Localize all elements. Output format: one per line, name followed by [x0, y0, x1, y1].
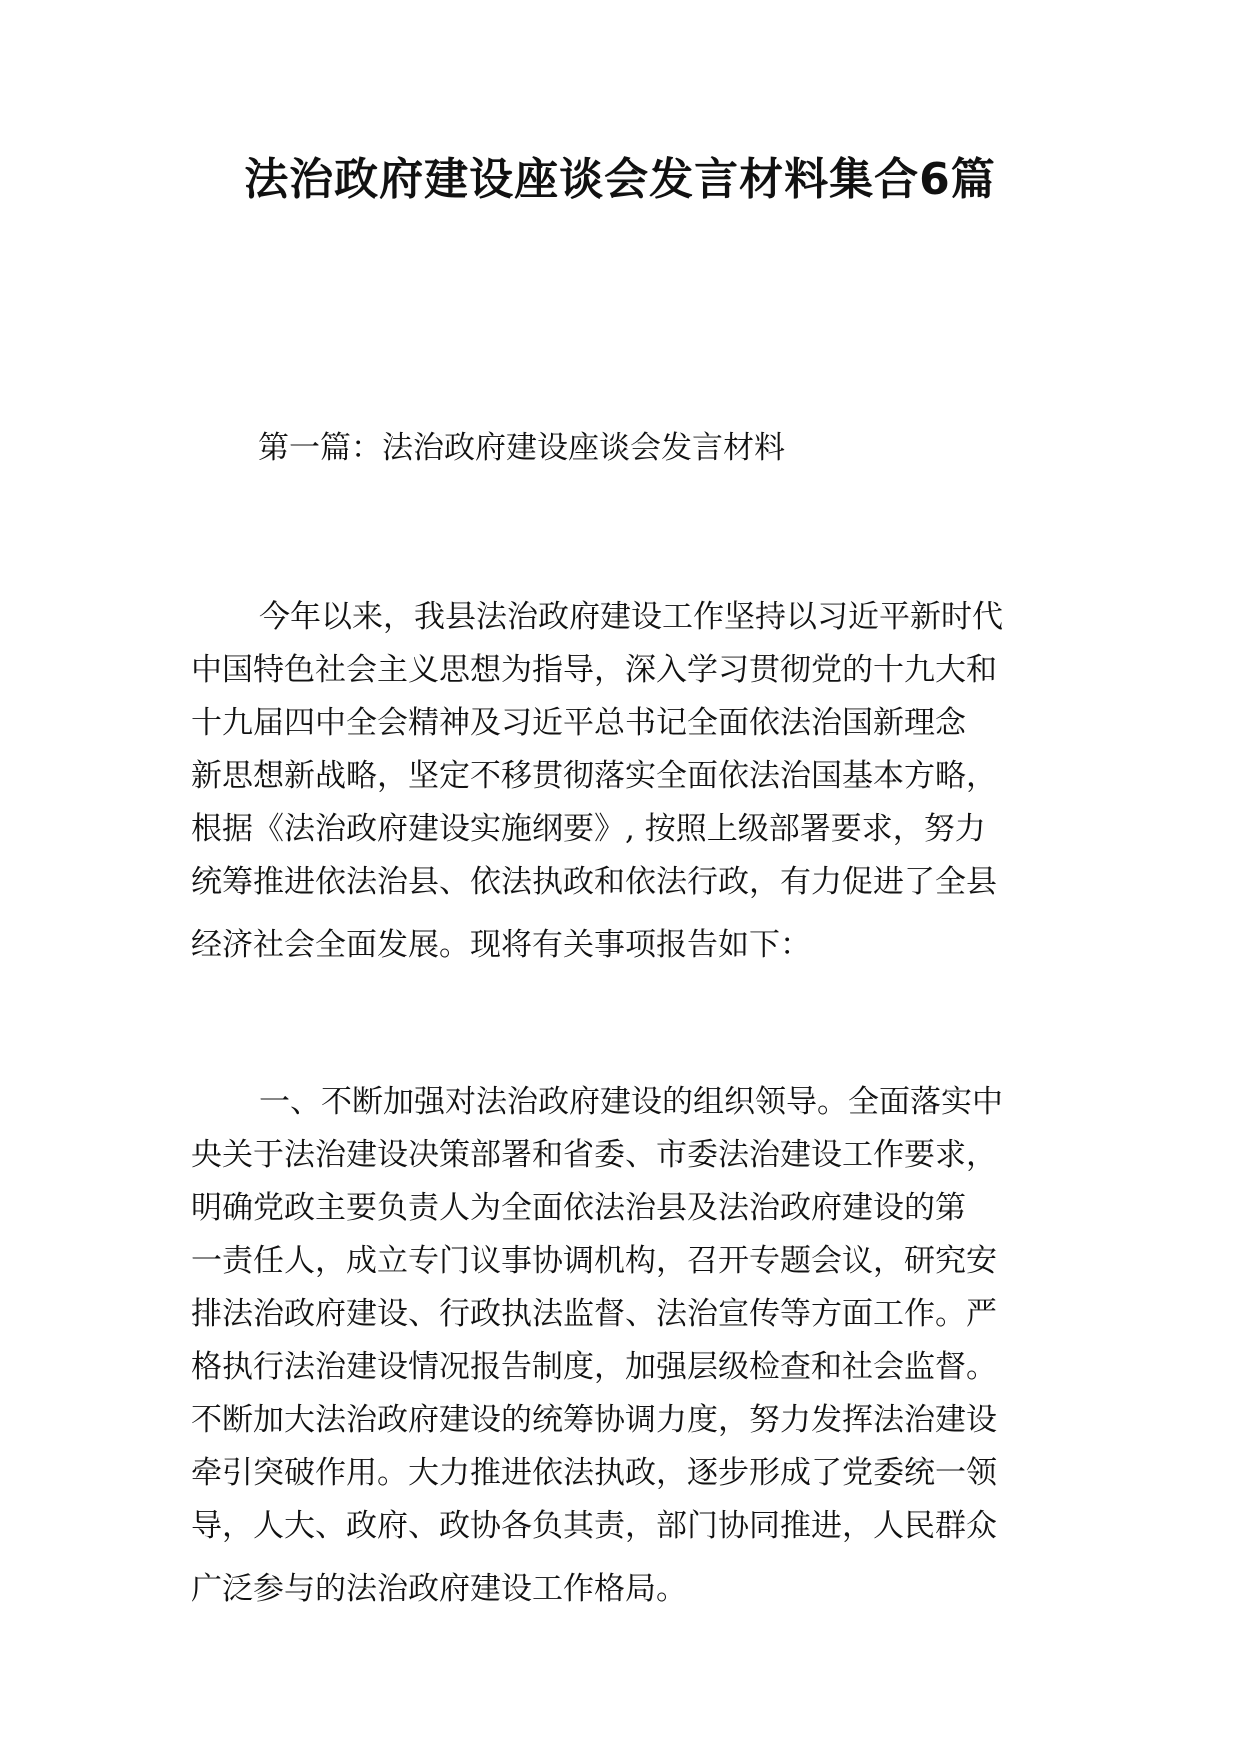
paragraph-line: 导，人大、政府、政协各负其责，部门协同推进，人民群众: [191, 1508, 997, 1544]
paragraph-line: 统筹推进依法治县、依法执政和依法行政，有力促进了全县: [191, 864, 997, 900]
paragraph-line: 明确党政主要负责人为全面依法治县及法治政府建设的第: [191, 1190, 966, 1226]
paragraph-line: 牵引突破作用。大力推进依法执政，逐步形成了党委统一领: [191, 1455, 997, 1491]
paragraph-line: 经济社会全面发展。现将有关事项报告如下：: [191, 927, 811, 963]
paragraph-line: 排法治政府建设、行政执法监督、法治宣传等方面工作。严: [191, 1296, 997, 1332]
paragraph-line: 格执行法治建设情况报告制度，加强层级检查和社会监督。: [191, 1349, 997, 1385]
document-title: 法治政府建设座谈会发言材料集合6篇: [244, 154, 996, 205]
paragraph-line: 一责任人，成立专门议事协调机构，召开专题会议，研究安: [191, 1243, 997, 1279]
paragraph-section-one: [191, 1076, 1051, 1616]
paragraph-line: 一、不断加强对法治政府建设的组织领导。全面落实中: [259, 1084, 1003, 1120]
paragraph-line: 十九届四中全会精神及习近平总书记全面依法治国新理念: [191, 705, 966, 741]
paragraph-line: 不断加大法治政府建设的统筹协调力度，努力发挥法治建设: [191, 1402, 997, 1438]
paragraph-line: 新思想新战略，坚定不移贯彻落实全面依法治国基本方略，: [191, 758, 997, 794]
paragraph-intro: [191, 591, 1051, 972]
paragraph-line: 广泛参与的法治政府建设工作格局。: [191, 1571, 687, 1607]
section-heading: 第一篇：法治政府建设座谈会发言材料: [258, 430, 785, 466]
paragraph-line: 今年以来，我县法治政府建设工作坚持以习近平新时代: [259, 599, 1003, 635]
paragraph-line: 根据《法治政府建设实施纲要》, 按照上级部署要求，努力: [191, 811, 986, 847]
paragraph-line: 中国特色社会主义思想为指导，深入学习贯彻党的十九大和: [191, 652, 997, 688]
paragraph-line: 央关于法治建设决策部署和省委、市委法治建设工作要求，: [191, 1137, 997, 1173]
